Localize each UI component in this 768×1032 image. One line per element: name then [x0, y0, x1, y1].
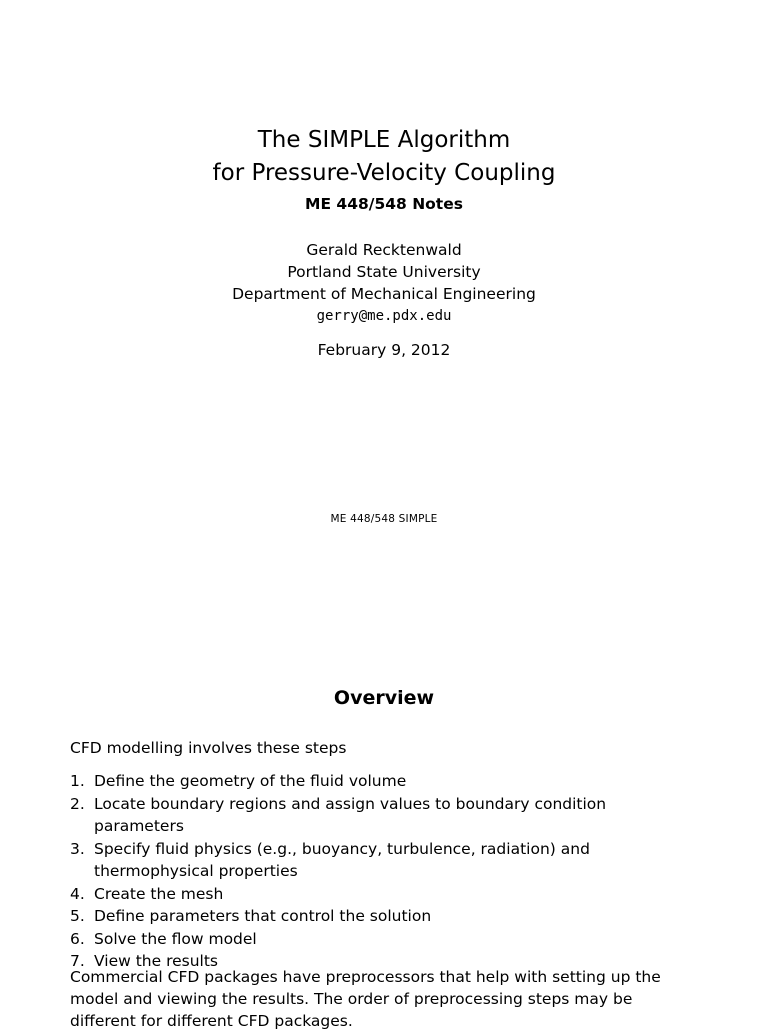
title-line-1: The SIMPLE Algorithm: [257, 127, 511, 153]
list-text: Solve the flow model: [94, 929, 257, 948]
author-name: Gerald Recktenwald: [306, 241, 462, 259]
list-text: Specify fluid physics (e.g., buoyancy, turbulence, radiation) and thermophysical properties: [94, 839, 590, 880]
list-text: Define the geometry of the fluid volume: [94, 772, 407, 790]
list-item: [70, 793, 698, 838]
list-item: [70, 883, 698, 906]
steps-list: [70, 770, 698, 973]
author-email: gerry@me.pdx.edu: [316, 308, 452, 324]
list-number: 7.: [70, 952, 85, 970]
list-number: 1.: [70, 772, 85, 790]
list-item: [70, 770, 698, 793]
title-line-2: for Pressure-Velocity Coupling: [212, 160, 556, 186]
list-text: Define parameters that control the solution: [94, 907, 432, 925]
list-item: [70, 838, 698, 883]
list-number: 2.: [70, 794, 85, 813]
date: February 9, 2012: [317, 341, 451, 359]
author-department: Department of Mechanical Engineering: [232, 285, 536, 303]
section-title: Overview: [333, 687, 435, 709]
list-text: View the results: [94, 952, 218, 970]
author-university: Portland State University: [287, 263, 481, 281]
subtitle: ME 448/548 Notes: [305, 195, 463, 213]
list-text: Create the mesh: [94, 884, 224, 903]
intro-text: CFD modelling involves these steps: [70, 739, 347, 757]
list-number: 3.: [70, 839, 85, 858]
list-item: [70, 905, 698, 928]
closing-paragraph: Commercial CFD packages have preprocessors that help with setting up the model and viewing the results. The order of preprocessing steps may be different for different CFD packages.: [70, 968, 661, 1030]
list-text: Locate boundary regions and assign values to boundary condition parameters: [94, 794, 607, 835]
list-number: 5.: [70, 907, 85, 925]
footer-label: ME 448/548 SIMPLE: [330, 513, 438, 525]
list-number: 4.: [70, 884, 85, 903]
list-number: 6.: [70, 929, 85, 948]
list-item: [70, 928, 698, 951]
